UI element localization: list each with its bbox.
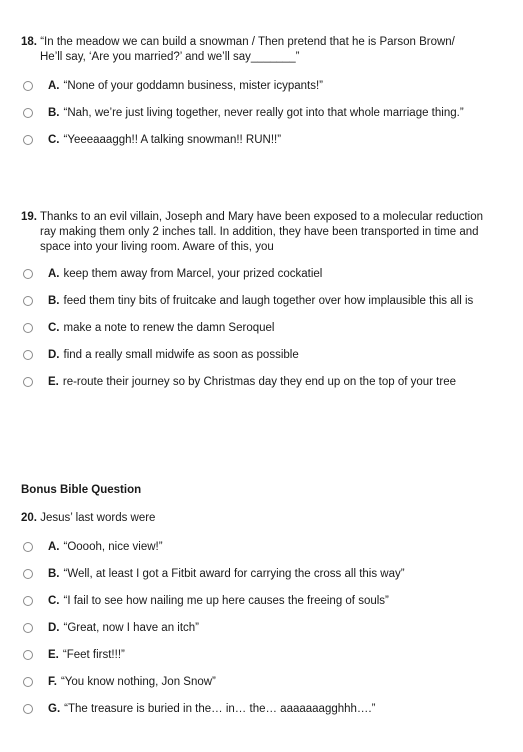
question-line: ray making them only 2 inches tall. In addition, they have been transported in time and <box>40 226 479 238</box>
radio-button[interactable] <box>23 377 33 387</box>
option-a[interactable] <box>21 533 509 560</box>
option-b[interactable] <box>21 99 509 126</box>
option-g[interactable] <box>21 695 509 722</box>
radio-button[interactable] <box>23 323 33 333</box>
option-letter: C. <box>48 321 60 334</box>
question-number: 20. <box>21 512 37 524</box>
option-letter: A. <box>48 540 60 553</box>
option-text: “Nah, we’re just living together, never really got into that whole marriage thing.” <box>63 106 464 119</box>
question-number: 19. <box>21 211 37 223</box>
question-line: “In the meadow we can build a snowman / Then pretend that he is Parson Brown/ <box>40 36 455 48</box>
radio-button[interactable] <box>23 704 33 714</box>
question-line: He’ll say, ‘Are you married?’ and we’ll say_______” <box>40 51 300 63</box>
radio-button[interactable] <box>23 108 33 118</box>
option-letter: D. <box>48 348 60 361</box>
radio-button[interactable] <box>23 596 33 606</box>
option-letter: C. <box>48 133 60 146</box>
option-a[interactable] <box>21 260 509 287</box>
option-text: “The treasure is buried in the… in… the… aaaaaaagghhh….” <box>64 702 376 715</box>
option-letter: D. <box>48 621 60 634</box>
option-letter: A. <box>48 79 60 92</box>
option-letter: B. <box>48 106 60 119</box>
option-letter: E. <box>48 648 59 661</box>
option-letter: F. <box>48 675 57 688</box>
option-d[interactable] <box>21 341 509 368</box>
option-e[interactable] <box>21 641 509 668</box>
option-text: “You know nothing, Jon Snow” <box>60 675 216 688</box>
radio-button[interactable] <box>23 677 33 687</box>
answer-options <box>21 533 509 722</box>
bonus-heading: Bonus Bible Question <box>21 484 142 496</box>
option-f[interactable] <box>21 668 509 695</box>
radio-button[interactable] <box>23 542 33 552</box>
question-18-text <box>21 35 509 65</box>
radio-button[interactable] <box>23 269 33 279</box>
option-b[interactable] <box>21 287 509 314</box>
option-c[interactable] <box>21 314 509 341</box>
option-text: re-route their journey so by Christmas day they end up on the top of your tree <box>62 375 457 388</box>
option-text: “Well, at least I got a Fitbit award for carrying the cross all this way” <box>63 567 405 580</box>
question-19 <box>21 210 509 395</box>
option-text: “Feet first!!!” <box>62 648 125 661</box>
option-d[interactable] <box>21 614 509 641</box>
question-18 <box>21 35 509 153</box>
answer-options <box>21 260 509 395</box>
option-letter: B. <box>48 567 60 580</box>
option-text: make a note to renew the damn Seroquel <box>63 321 275 334</box>
option-text: “Yeeeaaaggh!! A talking snowman!! RUN!!” <box>63 133 282 146</box>
question-line: Thanks to an evil villain, Joseph and Mary have been exposed to a molecular reduction <box>40 211 484 223</box>
radio-button[interactable] <box>23 296 33 306</box>
option-a[interactable] <box>21 72 509 99</box>
radio-button[interactable] <box>23 650 33 660</box>
option-letter: C. <box>48 594 60 607</box>
option-letter: G. <box>48 702 61 715</box>
question-19-text <box>21 210 509 255</box>
question-line: space into your living room. Aware of this, you <box>40 241 274 253</box>
radio-button[interactable] <box>23 81 33 91</box>
option-text: “I fail to see how nailing me up here causes the freeing of souls” <box>63 594 389 607</box>
option-text: find a really small midwife as soon as possible <box>63 348 299 361</box>
question-20 <box>21 511 509 722</box>
option-letter: A. <box>48 267 60 280</box>
option-text: keep them away from Marcel, your prized cockatiel <box>63 267 323 280</box>
option-text: “None of your goddamn business, mister icypants!” <box>63 79 324 92</box>
radio-button[interactable] <box>23 135 33 145</box>
radio-button[interactable] <box>23 623 33 633</box>
question-number: 18. <box>21 36 37 48</box>
question-20-text <box>21 511 509 526</box>
option-c[interactable] <box>21 587 509 614</box>
option-text: “Great, now I have an itch” <box>63 621 200 634</box>
option-text: feed them tiny bits of fruitcake and laugh together over how implausible this all is <box>63 294 474 307</box>
option-e[interactable] <box>21 368 509 395</box>
radio-button[interactable] <box>23 569 33 579</box>
option-c[interactable] <box>21 126 509 153</box>
radio-button[interactable] <box>23 350 33 360</box>
answer-options <box>21 72 509 153</box>
option-b[interactable] <box>21 560 509 587</box>
question-line: Jesus’ last words were <box>40 512 156 524</box>
option-text: “Ooooh, nice view!” <box>63 540 163 553</box>
option-letter: E. <box>48 375 59 388</box>
option-letter: B. <box>48 294 60 307</box>
